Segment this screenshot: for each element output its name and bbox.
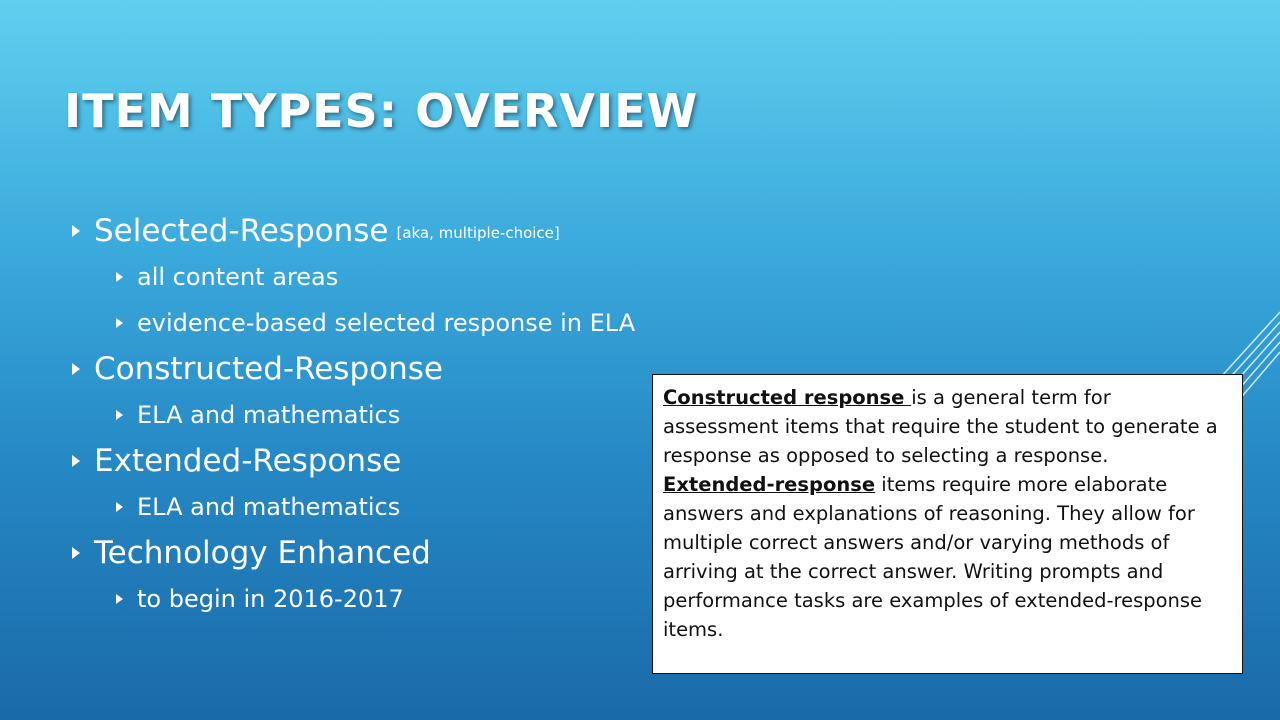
arrow-bullet-icon bbox=[116, 502, 123, 512]
arrow-bullet-icon bbox=[72, 455, 80, 467]
bullet-note: [aka, multiple-choice] bbox=[396, 224, 560, 242]
bullet-extended-response bbox=[72, 438, 635, 484]
callout-term: Constructed response bbox=[663, 386, 912, 409]
bullet-text: Technology Enhanced bbox=[94, 535, 431, 571]
arrow-bullet-icon bbox=[116, 272, 123, 282]
bullet-text: Constructed-Response bbox=[94, 351, 443, 387]
callout-paragraph-extended bbox=[663, 470, 1232, 644]
sub-bullet-text: evidence-based selected response in ELA bbox=[137, 309, 636, 337]
arrow-bullet-icon bbox=[72, 363, 80, 375]
bullet-selected-response bbox=[72, 208, 635, 254]
callout-text: is a general term for assessment items that require the student to generate a response as opposed to selecting a response. bbox=[663, 386, 1218, 467]
definition-callout bbox=[652, 374, 1243, 674]
bullet-text: Extended-Response bbox=[94, 443, 402, 479]
callout-text: items require more elaborate answers and explanations of reasoning. They allow for multiple correct answers and/or varying methods of arriving at the correct answer. Writing prompts and performance tasks are examples of extended-response items. bbox=[663, 473, 1203, 641]
callout-term: Extended-response bbox=[663, 473, 876, 496]
callout-paragraph-constructed bbox=[663, 383, 1232, 470]
sub-bullet-text: to begin in 2016-2017 bbox=[137, 585, 404, 613]
arrow-bullet-icon bbox=[116, 594, 123, 604]
arrow-bullet-icon bbox=[116, 318, 123, 328]
slide-title: ITEM TYPES: OVERVIEW bbox=[64, 84, 699, 138]
bullet-text: Selected-Response bbox=[94, 213, 389, 249]
sub-bullet bbox=[72, 254, 635, 300]
bullet-technology-enhanced bbox=[72, 530, 635, 576]
arrow-bullet-icon bbox=[72, 225, 80, 237]
sub-bullet-text: all content areas bbox=[137, 263, 339, 291]
sub-bullet-text: ELA and mathematics bbox=[137, 401, 401, 429]
sub-bullet bbox=[72, 392, 635, 438]
bullet-list bbox=[72, 208, 635, 622]
sub-bullet bbox=[72, 576, 635, 622]
sub-bullet-text: ELA and mathematics bbox=[137, 493, 401, 521]
bullet-constructed-response bbox=[72, 346, 635, 392]
arrow-bullet-icon bbox=[72, 547, 80, 559]
arrow-bullet-icon bbox=[116, 410, 123, 420]
sub-bullet bbox=[72, 484, 635, 530]
sub-bullet bbox=[72, 300, 635, 346]
